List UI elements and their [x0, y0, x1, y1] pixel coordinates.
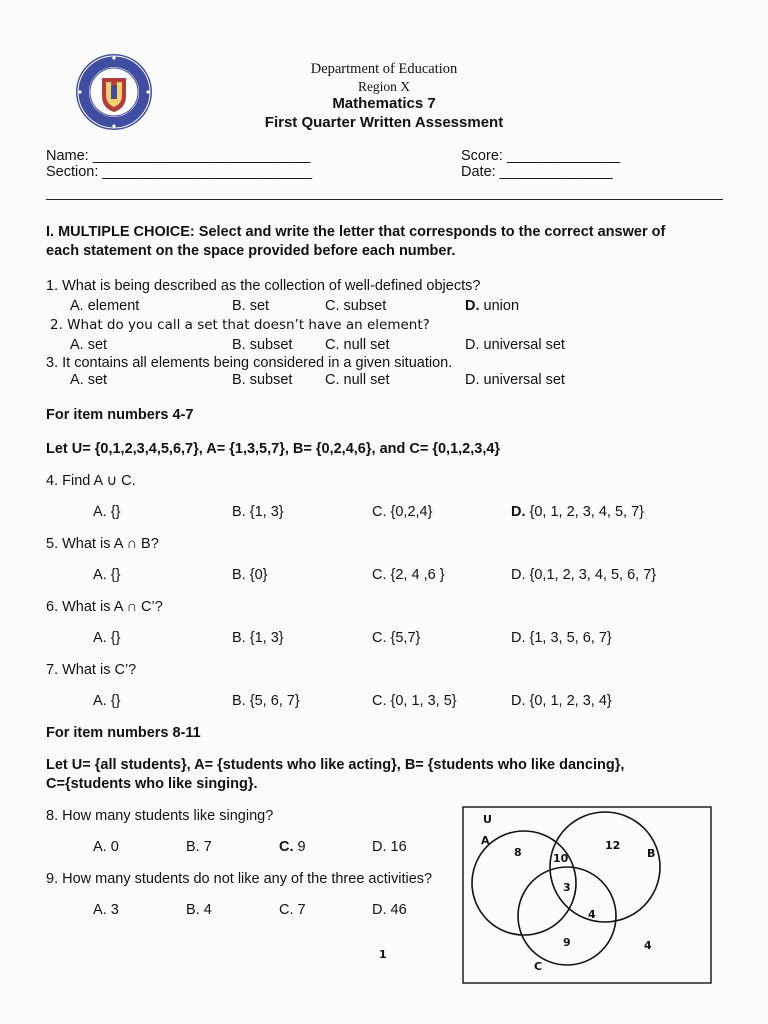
q9-option-d: D. 46 [372, 902, 407, 918]
region-b-only: 12 [605, 839, 621, 852]
q6-option-b: B. {1, 3} [232, 630, 284, 646]
question-2: 2. What do you call a set that doesn’t have an element? [50, 317, 430, 333]
q4-option-d [511, 504, 644, 520]
q3-option-a: A. set [70, 372, 108, 388]
q3-option-c: C. null set [325, 372, 390, 388]
instructions-line-1: I. MULTIPLE CHOICE: Select and write the letter that corresponds to the correct answer of [46, 224, 666, 240]
department-name: Department of Education [310, 61, 458, 77]
q2-option-b: B. subset [232, 337, 293, 353]
q8-option-d: D. 16 [372, 839, 407, 855]
q6-option-a: A. {} [93, 630, 121, 646]
group-2-given-line-2: C={students who like singing}. [46, 776, 258, 792]
q9-option-a: A. 3 [93, 902, 119, 918]
q4-option-a: A. {} [93, 504, 121, 520]
q2-option-a: A. set [70, 337, 108, 353]
q2-option-c: C. null set [325, 337, 390, 353]
question-5: 5. What is A ∩ B? [46, 536, 159, 552]
q4-option-d-letter: D. [511, 504, 526, 520]
question-9: 9. How many students do not like any of the three activities? [46, 871, 433, 887]
q7-option-d: D. {0, 1, 2, 3, 4} [511, 693, 612, 709]
q1-option-b: B. set [232, 298, 270, 314]
assessment-title: First Quarter Written Assessment [264, 114, 504, 131]
label-u: U [483, 813, 492, 826]
region-c-only: 9 [563, 936, 571, 949]
region-a-b-c: 3 [563, 881, 571, 894]
question-8: 8. How many students like singing? [46, 808, 274, 824]
q2-option-d: D. universal set [465, 337, 565, 353]
q1-option-a: A. element [70, 298, 140, 314]
q4-option-c: C. {0,2,4} [372, 504, 433, 520]
q7-option-a: A. {} [93, 693, 121, 709]
instructions-line-2: each statement on the space provided before each number. [46, 243, 456, 259]
q9-option-b: B. 4 [186, 902, 212, 918]
page-number: 1 [379, 948, 387, 961]
label-c: C [534, 960, 543, 973]
label-b: B [647, 847, 656, 860]
q7-option-b: B. {5, 6, 7} [232, 693, 300, 709]
q8-option-c [279, 839, 306, 855]
q1-option-d-text: union [479, 298, 520, 314]
label-a: A [481, 834, 490, 847]
group-2-heading: For item numbers 8-11 [46, 725, 201, 741]
region-a-only: 8 [514, 846, 522, 859]
date-field[interactable]: Date: ______________ [461, 164, 613, 180]
question-7: 7. What is C’? [46, 662, 137, 678]
region-outside: 4 [644, 939, 652, 952]
q5-option-b: B. {0} [232, 567, 268, 583]
q9-option-c: C. 7 [279, 902, 306, 918]
header-divider [46, 199, 723, 200]
q1-option-d-letter: D. [465, 298, 480, 314]
q6-option-c: C. {5,7} [372, 630, 421, 646]
region-name: Region X [357, 79, 411, 94]
subject-title: Mathematics 7 [332, 95, 436, 112]
q8-option-b: B. 7 [186, 839, 212, 855]
q8-option-c-letter: C. [279, 839, 294, 855]
q3-option-d: D. universal set [465, 372, 565, 388]
q8-option-c-text: 9 [293, 839, 306, 855]
universal-set-box [463, 807, 711, 983]
question-6: 6. What is A ∩ C’? [46, 599, 163, 615]
q4-option-d-text: {0, 1, 2, 3, 4, 5, 7} [525, 504, 645, 520]
q5-option-a: A. {} [93, 567, 121, 583]
group-2-given-line-1: Let U= {all students}, A= {students who like acting}, B= {students who like dancing}, [46, 757, 625, 773]
region-a-and-b: 10 [553, 852, 569, 865]
name-field[interactable]: Name: ___________________________ [46, 148, 311, 164]
q5-option-c: C. {2, 4 ,6 } [372, 567, 445, 583]
section-field[interactable]: Section: __________________________ [46, 164, 313, 180]
group-1-heading: For item numbers 4-7 [46, 407, 194, 423]
q1-option-c: C. subset [325, 298, 387, 314]
question-4: 4. Find A ∪ C. [46, 473, 136, 489]
q1-option-d [465, 298, 519, 314]
q7-option-c: C. {0, 1, 3, 5} [372, 693, 457, 709]
q3-option-b: B. subset [232, 372, 293, 388]
q6-option-d: D. {1, 3, 5, 6, 7} [511, 630, 612, 646]
q4-option-b: B. {1, 3} [232, 504, 284, 520]
question-3: 3. It contains all elements being considered in a given situation. [46, 355, 453, 371]
region-b-and-c: 4 [588, 908, 596, 921]
q8-option-a: A. 0 [93, 839, 119, 855]
group-1-given-sets: Let U= {0,1,2,3,4,5,6,7}, A= {1,3,5,7}, B= {0,2,4,6}, and C= {0,1,2,3,4} [46, 441, 501, 457]
score-field[interactable]: Score: ______________ [461, 148, 620, 164]
question-1: 1. What is being described as the collection of well-defined objects? [46, 278, 481, 294]
q5-option-d: D. {0,1, 2, 3, 4, 5, 6, 7} [511, 567, 657, 583]
venn-diagram [462, 806, 712, 984]
